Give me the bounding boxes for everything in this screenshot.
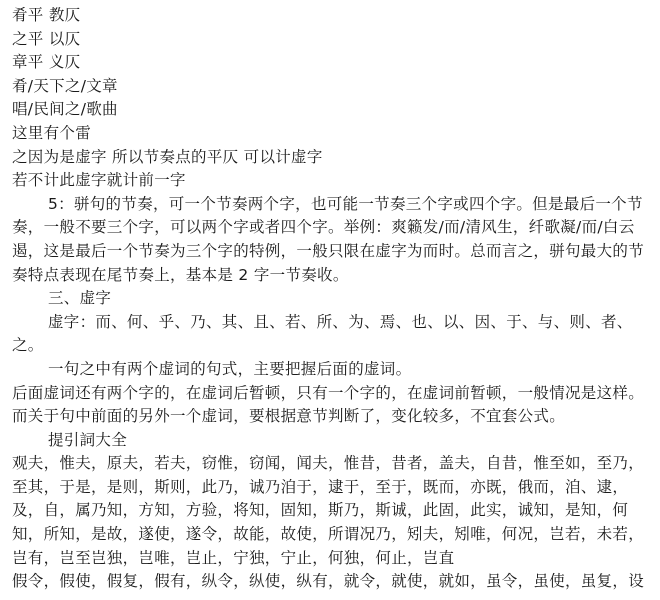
text-line: 这里有个雷 — [12, 123, 92, 142]
text-line: 章平 义仄 — [12, 53, 81, 72]
text-line: 之因为是虚字 所以节奏点的平仄 可以计虚字 — [12, 147, 323, 166]
rhythm-paragraph-line: 奏特点表现在尾节奏上，基本是 2 字一节奏收。 — [12, 265, 349, 284]
function-word-list: 虚字：而、何、乎、乃、其、且、若、所、为、焉、也、以、因、于、与、则、者、 — [48, 312, 633, 331]
rhythm-paragraph-line: 奏，一般不要三个字，可以两个字或者四个字。举例：爽籁发/而/清风生，纤歌凝/而/白云 — [12, 218, 635, 237]
glossary-row: 知，所知，是故，遂使，遂令，故能，故使，所谓况乃，矧夫，矧唯，何况，岂若，未若， — [12, 525, 645, 544]
note-line: 一句之中有两个虚词的句式，主要把握后面的虚词。 — [48, 359, 412, 378]
text-line: 肴平 教仄 — [12, 6, 81, 24]
note-line: 后面虚词还有两个字的，在虚词后暂顿，只有一个字的，在虚词前暂顿，一般情况是这样。 — [12, 383, 645, 402]
rhythm-paragraph-line: 遏，这是最后一个节奏为三个字的特例，一般只限在虚字为而时。总而言之，骈句最大的节 — [12, 241, 645, 260]
glossary-row: 观夫，惟夫，原夫，若夫，窃惟，窃闻，闻夫，惟昔，昔者，盖夫，自昔，惟至如，至乃， — [12, 454, 645, 473]
text-line: 肴/天下之/文章 — [12, 76, 118, 95]
document-page — [12, 4, 656, 594]
text-line: 若不计此虚字就计前一字 — [12, 171, 186, 190]
glossary-row: 假令，假使，假复，假有，纵令，纵使，纵有，就令，就使，就如，虽令，虽使，虽复，设 — [12, 572, 645, 591]
text-line: 之平 以仄 — [12, 29, 81, 48]
section-heading: 三、虚字 — [48, 289, 112, 308]
text-line: 唱/民间之/歌曲 — [12, 100, 118, 119]
glossary-heading: 提引詞大全 — [48, 430, 128, 449]
glossary-row: 岂有，岂至岂独，岂唯，岂止，宁独，宁止，何独，何止，岂直 — [12, 548, 455, 567]
glossary-row: 至其，于是，是则，斯则，此乃，诚乃洎于，逮于，至于，既而，亦既，俄而，洎、逮， — [12, 477, 629, 496]
note-line: 而关于句中前面的另外一个虚词，要根据意节判断了，变化较多，不宜套公式。 — [12, 407, 566, 426]
glossary-row: 及，自，属乃知，方知，方验，将知，固知，斯乃，斯诚，此固，此实，诚知，是知，何 — [12, 501, 629, 520]
function-word-list: 之。 — [12, 336, 44, 355]
rhythm-paragraph-line: 5：骈句的节奏，可一个节奏两个字，也可能一节奏三个字或四个字。但是最后一个节 — [48, 194, 643, 213]
